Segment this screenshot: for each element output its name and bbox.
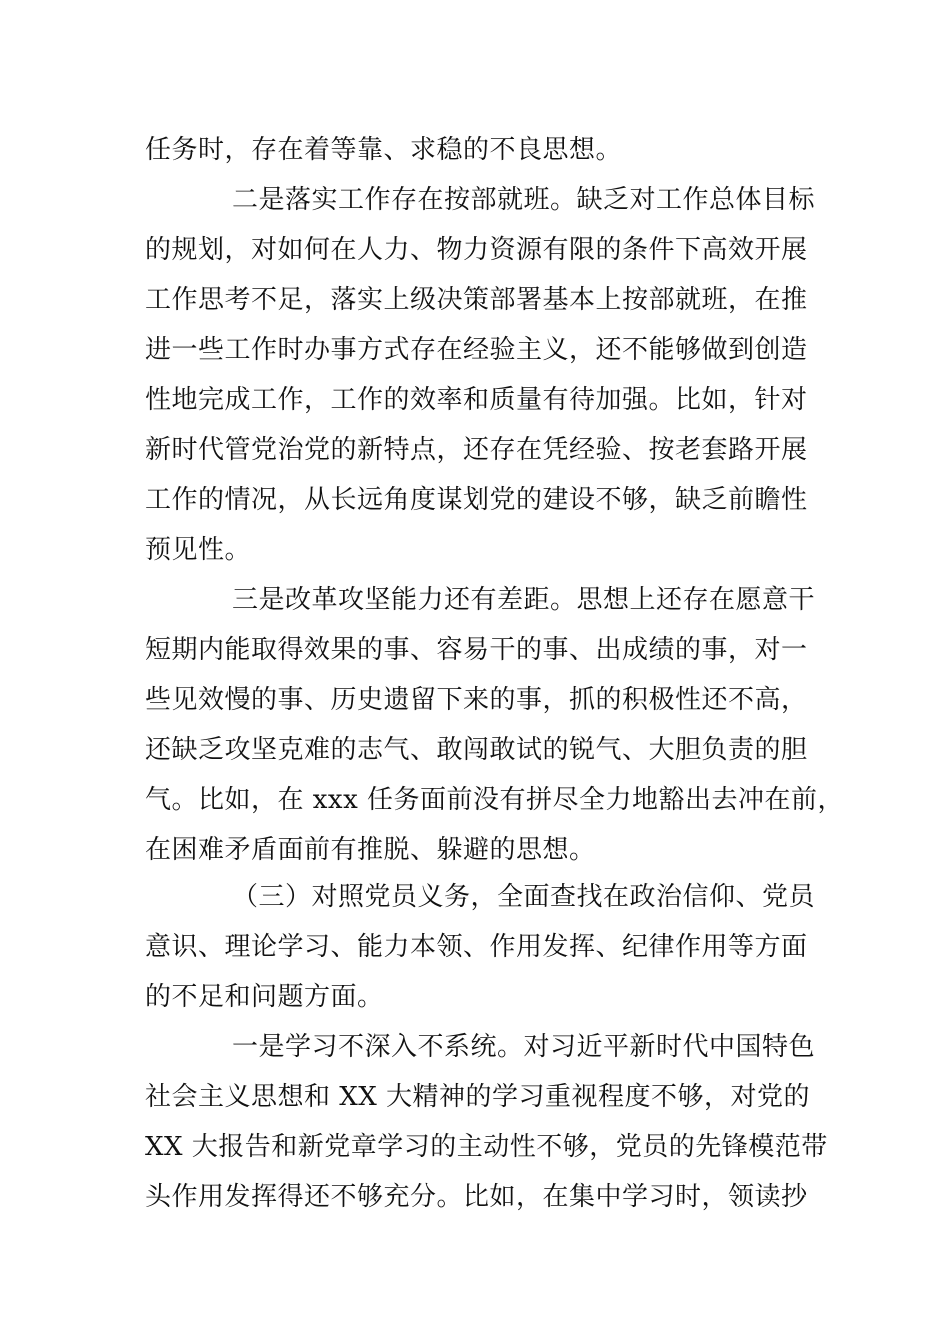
paragraph-line: 性地完成工作，工作的效率和质量有待加强。比如，针对 (145, 385, 808, 415)
section-heading-line: 意识、理论学习、能力本领、作用发挥、纪律作用等方面 (145, 932, 808, 962)
paragraph-line: 些见效慢的事、历史遗留下来的事，抓的积极性还不高， (145, 685, 808, 715)
paragraph-line: 头作用发挥得还不够充分。比如，在集中学习时，领读抄 (145, 1182, 808, 1212)
paragraph-line: 工作的情况，从长远角度谋划党的建设不够，缺乏前瞻性 (145, 485, 808, 515)
paragraph-line: 预见性。 (145, 535, 252, 565)
paragraph-line: 工作思考不足，落实上级决策部署基本上按部就班，在推 (145, 285, 808, 315)
paragraph-line: 新时代管党治党的新特点，还存在凭经验、按老套路开展 (145, 435, 808, 465)
paragraph-line: 还缺乏攻坚克难的志气、敢闯敢试的锐气、大胆负责的胆 (145, 735, 808, 765)
paragraph-line: 的规划，对如何在人力、物力资源有限的条件下高效开展 (145, 235, 808, 265)
paragraph-line: 气。比如，在 xxx 任务面前没有拼尽全力地豁出去冲在前， (145, 785, 845, 815)
paragraph-line: 短期内能取得效果的事、容易干的事、出成绩的事，对一 (145, 635, 808, 665)
section-heading-line: 的不足和问题方面。 (145, 982, 384, 1012)
paragraph-line: XX 大报告和新党章学习的主动性不够，党员的先锋模范带 (145, 1132, 828, 1162)
paragraph-line: 二是落实工作存在按部就班。缺乏对工作总体目标 (232, 185, 816, 215)
paragraph-line: 社会主义思想和 XX 大精神的学习重视程度不够，对党的 (145, 1082, 811, 1112)
paragraph-line: 任务时，存在着等靠、求稳的不良思想。 (145, 135, 623, 165)
paragraph-line: 在困难矛盾面前有推脱、躲避的思想。 (145, 835, 596, 865)
paragraph-line: 三是改革攻坚能力还有差距。思想上还存在愿意干 (232, 585, 816, 615)
section-heading-line: （三）对照党员义务，全面查找在政治信仰、党员 (232, 882, 816, 912)
paragraph-line: 进一些工作时办事方式存在经验主义，还不能够做到创造 (145, 335, 808, 365)
paragraph-line: 一是学习不深入不系统。对习近平新时代中国特色 (232, 1032, 816, 1062)
